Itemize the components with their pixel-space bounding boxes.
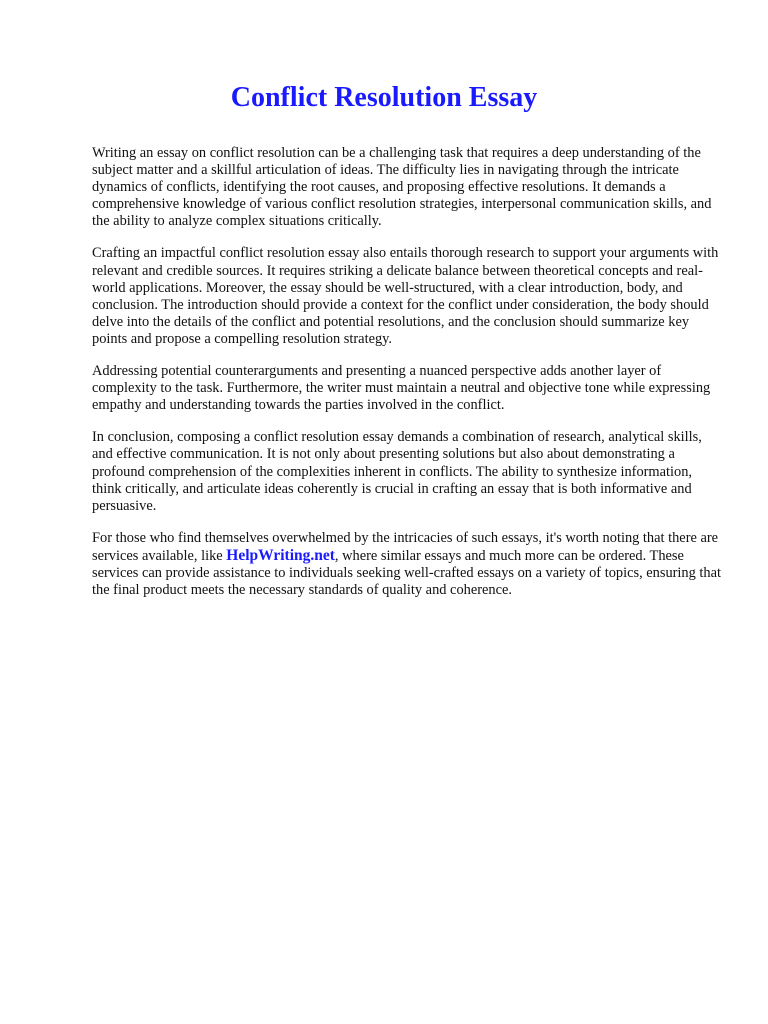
helpwriting-link[interactable]: HelpWriting.net — [226, 546, 335, 564]
essay-body — [92, 145, 722, 614]
paragraph-2: Crafting an impactful conflict resolution essay also entails thorough research to support your arguments with relevant and credible sources. It requires striking a delicate balance between theoretical concepts and real-world applications. Moreover, the essay should be well-structured, with a clear introduction, body, and conclusion. The introduction should provide a context for the conflict under consideration, the body should delve into the details of the conflict and potential resolutions, and the conclusion should summarize key points and propose a compelling resolution strategy. — [92, 245, 719, 347]
page-title: Conflict Resolution Essay — [230, 82, 538, 113]
paragraph-1: Writing an essay on conflict resolution can be a challenging task that requires a deep understanding of the subject matter and a skillful articulation of ideas. The difficulty lies in navigating through the intricate dynamics of conflicts, identifying the root causes, and proposing effective resolutions. It demands a comprehensive knowledge of various conflict resolution strategies, interpersonal communication skills, and the ability to analyze complex situations critically. — [92, 145, 712, 230]
paragraph-4: In conclusion, composing a conflict resolution essay demands a combination of research, analytical skills, and effective communication. It is not only about presenting solutions but also about demonstrating a profound comprehension of the complexities inherent in conflicts. The ability to synthesize information, think critically, and articulate ideas coherently is crucial in crafting an essay that is both informative and persuasive. — [92, 429, 702, 514]
paragraph-5-text-before-link: For those who find themselves overwhelmed by the intricacies of such essays, it's worth noting that there are services available, like — [92, 529, 719, 564]
paragraph-5-text-after-link: , where similar essays and much more can be ordered. These services can provide assistance to individuals seeking well-crafted essays on a variety of topics, ensuring that the final product meets the necessary standards of quality and coherence. — [92, 547, 722, 599]
paragraph-3: Addressing potential counterarguments and presenting a nuanced perspective adds another layer of complexity to the task. Furthermore, the writer must maintain a neutral and objective tone while expressing empathy and understanding towards the parties involved in the conflict. — [92, 363, 711, 414]
paragraph-5 — [92, 530, 722, 599]
